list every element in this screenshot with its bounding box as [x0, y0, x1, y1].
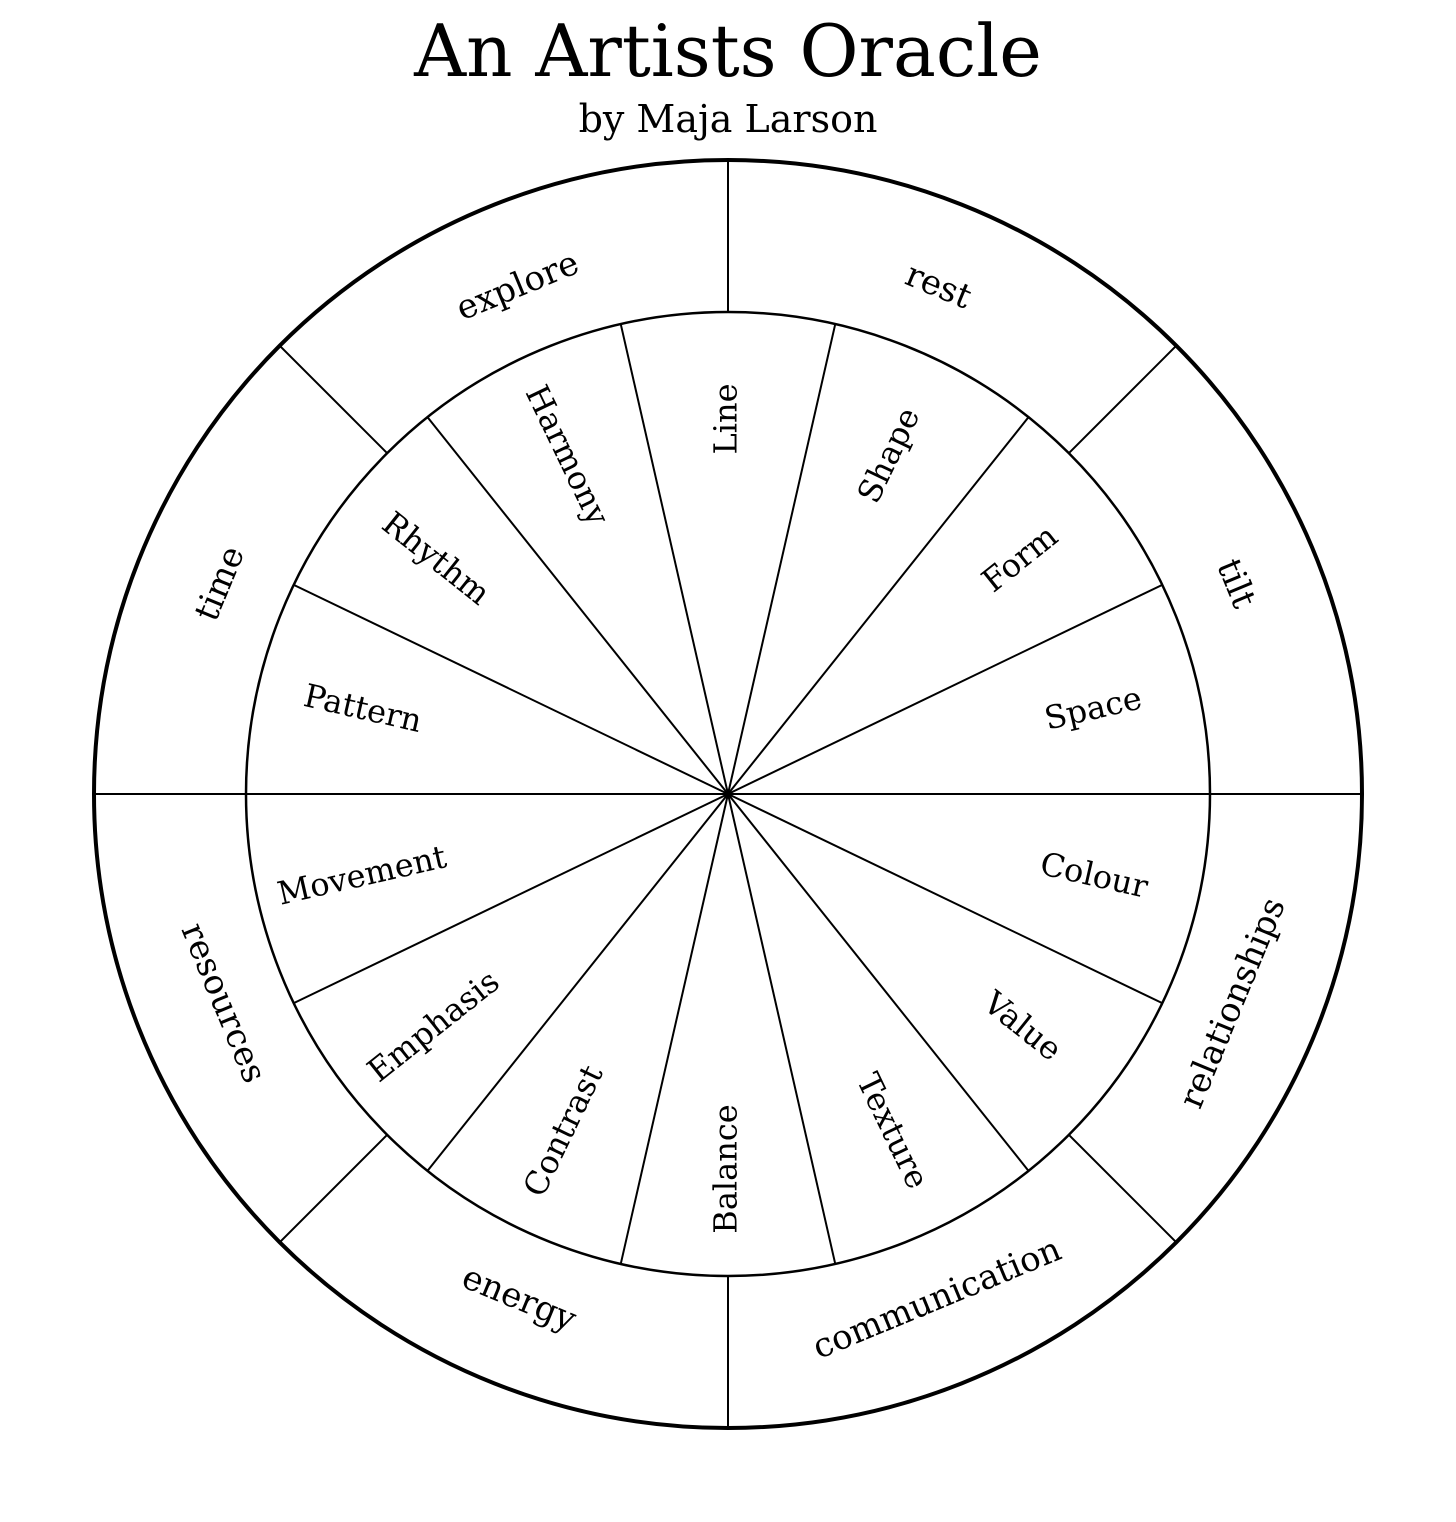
outer-ring-label: energy: [456, 1257, 582, 1340]
inner-ring-label: Texture: [849, 1066, 937, 1195]
inner-ring-label: Line: [706, 383, 745, 455]
inner-ring-label: Colour: [1036, 844, 1152, 906]
inner-ring-label: Emphasis: [360, 962, 507, 1090]
outer-sector-divider: [1069, 1135, 1176, 1242]
page-subtitle: by Maja Larson: [578, 97, 878, 141]
inner-ring-label: Pattern: [300, 676, 426, 740]
outer-ring-label: tilt: [1208, 553, 1265, 614]
outer-ring-label: relationships: [1171, 891, 1294, 1115]
outer-ring-label: time: [186, 540, 254, 627]
outer-sector-divider: [280, 346, 387, 453]
outer-ring-label: explore: [450, 242, 585, 329]
inner-ring-label: Value: [976, 983, 1070, 1069]
inner-ring-label: Space: [1040, 678, 1146, 738]
inner-ring-label: Balance: [706, 1104, 745, 1234]
inner-ring-labels: [274, 379, 1152, 1234]
inner-sector-divider: [294, 794, 728, 1003]
outer-sector-divider: [280, 1135, 387, 1242]
inner-ring-label: Movement: [273, 837, 450, 913]
inner-ring-label: Contrast: [515, 1059, 611, 1203]
inner-sector-divider: [728, 794, 1162, 1003]
page-title: An Artists Oracle: [414, 9, 1042, 93]
outer-sector-divider: [1069, 346, 1176, 453]
inner-ring-label: Shape: [849, 401, 928, 509]
outer-ring-label: resources: [172, 917, 275, 1089]
outer-ring-label: communication: [806, 1229, 1067, 1368]
outer-ring-label: rest: [899, 254, 978, 318]
inner-ring-label: Rhythm: [375, 503, 498, 613]
wheel-divider-lines: [94, 160, 1362, 1428]
inner-ring-label: Harmony: [517, 378, 618, 532]
inner-ring-label: Form: [974, 516, 1065, 600]
